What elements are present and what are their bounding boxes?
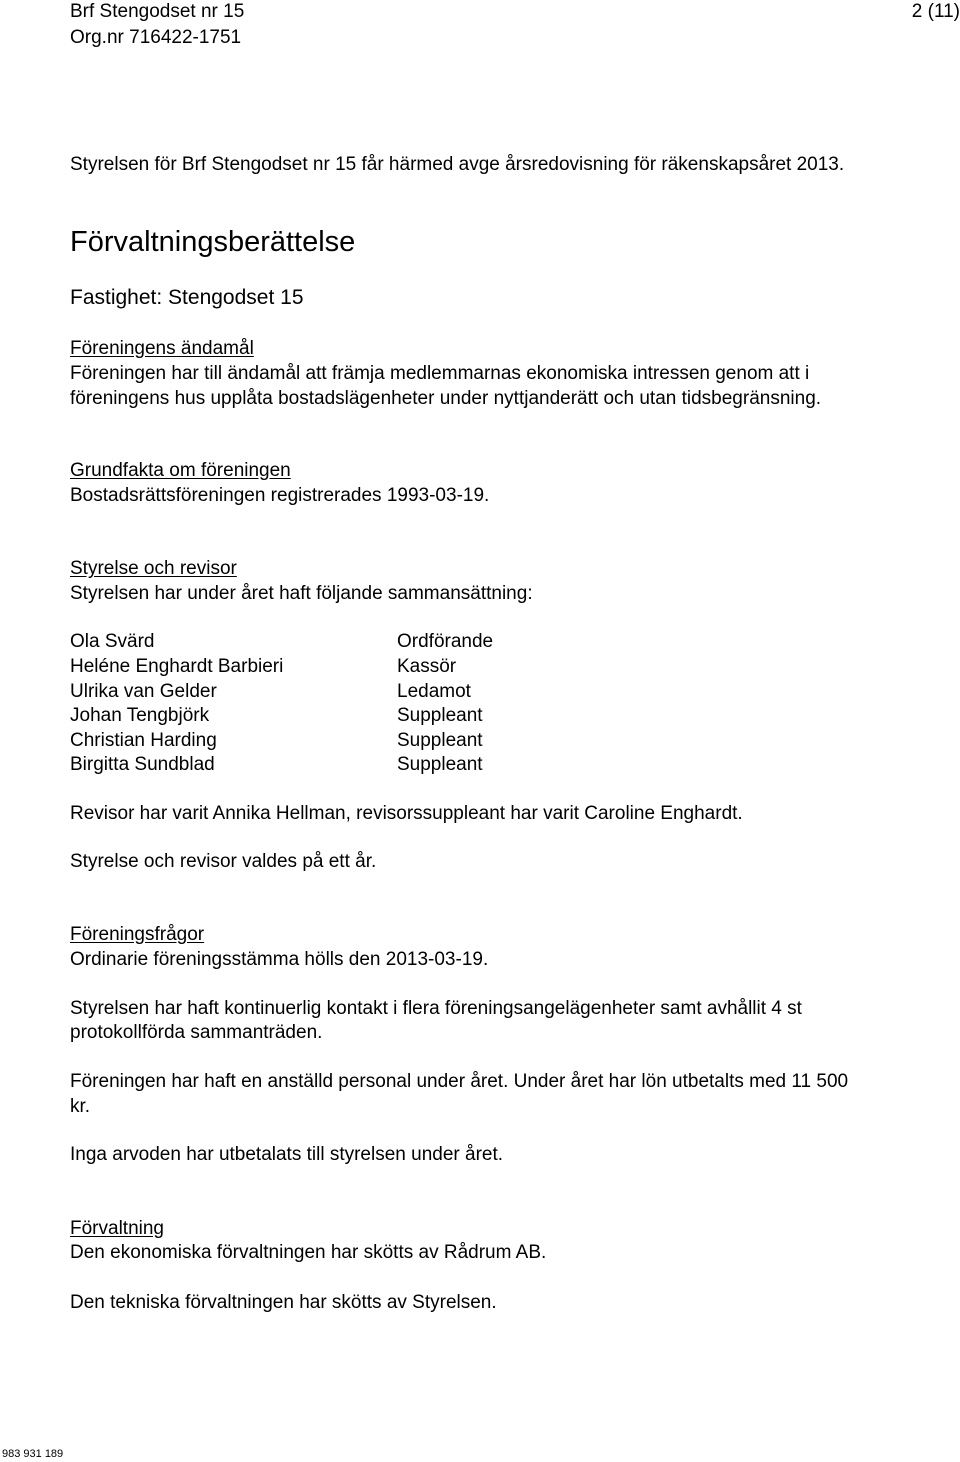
purpose-line-1: Föreningen har till ändamål att främja medlemmarnas ekonomiska intressen genom att i bbox=[70, 363, 810, 384]
term-text: Styrelse och revisor valdes på ett år. bbox=[70, 851, 377, 872]
member-name: Heléne Enghardt Barbieri bbox=[70, 656, 284, 677]
property-heading: Fastighet: Stengodset 15 bbox=[70, 286, 304, 309]
technical-management-text: Den tekniska förvaltningen har skötts av Styrelsen. bbox=[70, 1292, 497, 1313]
fees-text: Inga arvoden har utbetalats till styrelsen under året. bbox=[70, 1144, 504, 1165]
staff-line-2: kr. bbox=[70, 1096, 91, 1117]
member-role: Suppleant bbox=[397, 730, 483, 751]
page-title: Förvaltningsberättelse bbox=[70, 226, 356, 258]
board-intro: Styrelsen har under året haft följande sammansättning: bbox=[70, 583, 533, 604]
member-name: Johan Tengbjörk bbox=[70, 705, 210, 726]
member-name: Christian Harding bbox=[70, 730, 217, 751]
staff-line-1: Föreningen har haft en anställd personal under året. Under året har lön utbetalts med 11 500 bbox=[70, 1071, 849, 1092]
member-role: Kassör bbox=[397, 656, 457, 677]
member-role: Suppleant bbox=[397, 705, 483, 726]
management-heading: Förvaltning bbox=[70, 1218, 164, 1239]
intro-text: Styrelsen för Brf Stengodset nr 15 får härmed avge årsredovisning för räkenskapsåret 2013. bbox=[70, 154, 845, 175]
org-number: Org.nr 716422-1751 bbox=[70, 27, 242, 48]
purpose-heading: Föreningens ändamål bbox=[70, 338, 254, 359]
member-role: Ordförande bbox=[397, 631, 494, 652]
board-heading: Styrelse och revisor bbox=[70, 558, 237, 579]
member-name: Ola Svärd bbox=[70, 631, 155, 652]
member-name: Birgitta Sundblad bbox=[70, 754, 215, 775]
contact-line-2: protokollförda sammanträden. bbox=[70, 1022, 323, 1043]
purpose-line-2: föreningens hus upplåta bostadslägenheter under nyttjanderätt och utan tidsbegränsning. bbox=[70, 388, 822, 409]
association-heading: Föreningsfrågor bbox=[70, 924, 205, 945]
auditor-text: Revisor har varit Annika Hellman, revisorssuppleant har varit Caroline Enghardt. bbox=[70, 803, 743, 824]
economic-management-text: Den ekonomiska förvaltningen har skötts av Rådrum AB. bbox=[70, 1242, 547, 1263]
meeting-text: Ordinarie föreningsstämma hölls den 2013-03-19. bbox=[70, 949, 489, 970]
contact-line-1: Styrelsen har haft kontinuerlig kontakt i flera föreningsangelägenheter samt avhållit 4 st bbox=[70, 998, 802, 1019]
org-name: Brf Stengodset nr 15 bbox=[70, 1, 245, 22]
member-name: Ulrika van Gelder bbox=[70, 681, 217, 702]
facts-heading: Grundfakta om föreningen bbox=[70, 460, 291, 481]
facts-text: Bostadsrättsföreningen registrerades 1993-03-19. bbox=[70, 485, 490, 506]
member-role: Suppleant bbox=[397, 754, 483, 775]
page-indicator: 2 (11) bbox=[911, 1, 960, 22]
member-role: Ledamot bbox=[397, 681, 471, 702]
footer-code: 983 931 189 bbox=[2, 1448, 64, 1460]
